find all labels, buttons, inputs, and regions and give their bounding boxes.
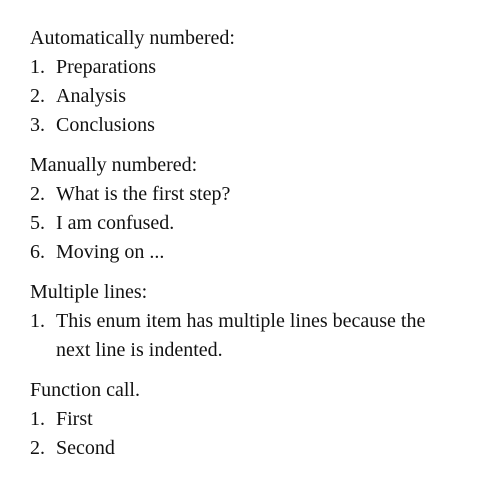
enum-item [30,307,460,365]
enum-list [30,405,460,463]
section-heading: Manually numbered: [30,154,198,176]
enum-number: 2. [30,437,45,459]
enum-list [30,180,460,267]
enum-text: Analysis [56,85,126,107]
section-function-call [30,376,460,463]
enum-list [30,307,460,365]
enum-text: Preparations [56,56,156,78]
enum-number: 5. [30,212,45,234]
enum-item [30,434,460,463]
enum-number: 6. [30,241,45,263]
section-heading: Multiple lines: [30,281,148,303]
enum-text: Moving on ... [56,241,165,263]
section-heading: Function call. [30,379,140,401]
section-multiple-lines [30,278,460,365]
enum-number: 2. [30,85,45,107]
section-automatically-numbered [30,24,460,140]
enum-number: 1. [30,408,45,430]
enum-number: 1. [30,310,45,332]
enum-text: What is the first step? [56,183,231,205]
section-heading: Automatically numbered: [30,27,235,49]
enum-text: Second [56,437,115,459]
enum-item [30,180,460,209]
enum-item [30,53,460,82]
enum-number: 1. [30,56,45,78]
enum-text: This enum item has multiple lines because the next line is indented. [56,310,426,361]
enum-item [30,405,460,434]
enum-item [30,82,460,111]
enum-item [30,111,460,140]
enum-number: 2. [30,183,45,205]
enum-text: Conclusions [56,114,155,136]
enum-item [30,238,460,267]
enum-item [30,209,460,238]
section-manually-numbered [30,151,460,267]
enum-list [30,53,460,140]
enum-text: I am confused. [56,212,175,234]
enum-text: First [56,408,93,430]
enum-number: 3. [30,114,45,136]
document-page [30,24,460,474]
